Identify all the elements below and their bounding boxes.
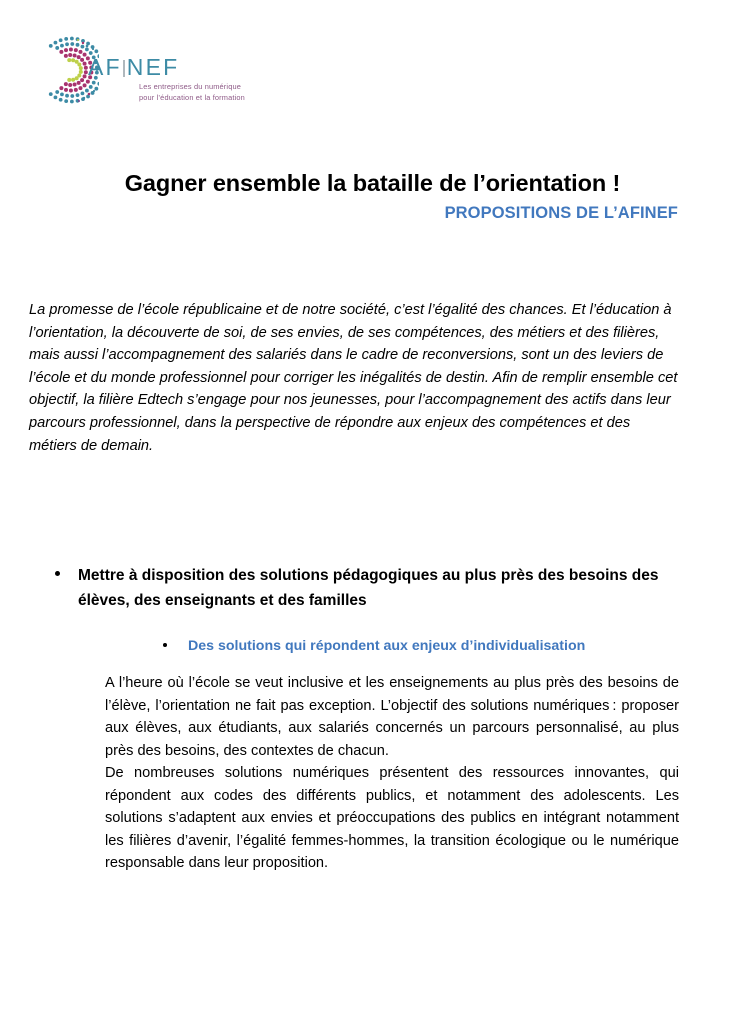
- body-content: [105, 672, 679, 875]
- bullet-level1-label: Mettre à disposition des solutions pédagogiques au plus près des besoins des élèves, des enseignants et des familles: [78, 567, 659, 609]
- sub-bullet-marker-icon: [163, 643, 167, 647]
- page-subtitle: PROPOSITIONS DE L’AFINEF: [444, 204, 678, 222]
- logo-wordmark-separator: [123, 60, 125, 77]
- logo-tagline: [139, 82, 245, 103]
- logo-wordmark: [88, 54, 179, 81]
- page-title: Gagner ensemble la bataille de l’orientation !: [124, 170, 621, 196]
- afinef-logo: [31, 36, 246, 106]
- bullet-level2-label: Des solutions qui répondent aux enjeux d’individualisation: [188, 638, 586, 654]
- logo-wordmark-right: NEF: [126, 54, 180, 80]
- bullet-level2: [163, 636, 683, 656]
- intro-paragraph: La promesse de l’école républicaine et de notre société, c’est l’égalité des chances. Et l’éducation à l’orientation, la découverte de soi, de ses envies, de ses compétences, des métiers et des filières, mais aussi l’accompagnement des salariés dans le cadre de reconversions, sont un des leviers de l’école et du monde professionnel pour corriger les inégalités de destin. Afin de remplir ensemble cet objectif, la filière Edtech s’engage pour nos jeunesses, pour l’accompagnement des actifs dans leur parcours professionnel, dans la perspective de répondre aux enjeux des compétences et des métiers de demain.: [29, 302, 678, 454]
- bullet-marker-icon: [55, 571, 60, 576]
- body-paragraph-1: A l’heure où l’école se veut inclusive et les enseignements au plus près des besoins de l’élève, l’orientation ne fait pas exception. L’objectif des solutions numériques : proposer aux élèves, aux étudiants, aux salariés concernés un parcours personnalisé, au plus près des besoins, des contextes de chacun.: [105, 675, 679, 759]
- logo-tagline-line1: Les entreprises du numérique: [139, 82, 241, 91]
- body-paragraph-2: De nombreuses solutions numériques présentent des ressources innovantes, qui répondent aux codes des différents publics, et notamment des adolescents. Les solutions s’adaptent aux envies et préoccupations des publics en intégrant notamment les filières d’avenir, l’égalité femmes-hommes, la transition écologique ou le numérique responsable dans leur proposition.: [105, 765, 679, 871]
- bullet-level1: [55, 563, 685, 613]
- logo-tagline-line2: pour l’éducation et la formation: [139, 92, 245, 102]
- logo-wordmark-left: AF: [88, 54, 122, 80]
